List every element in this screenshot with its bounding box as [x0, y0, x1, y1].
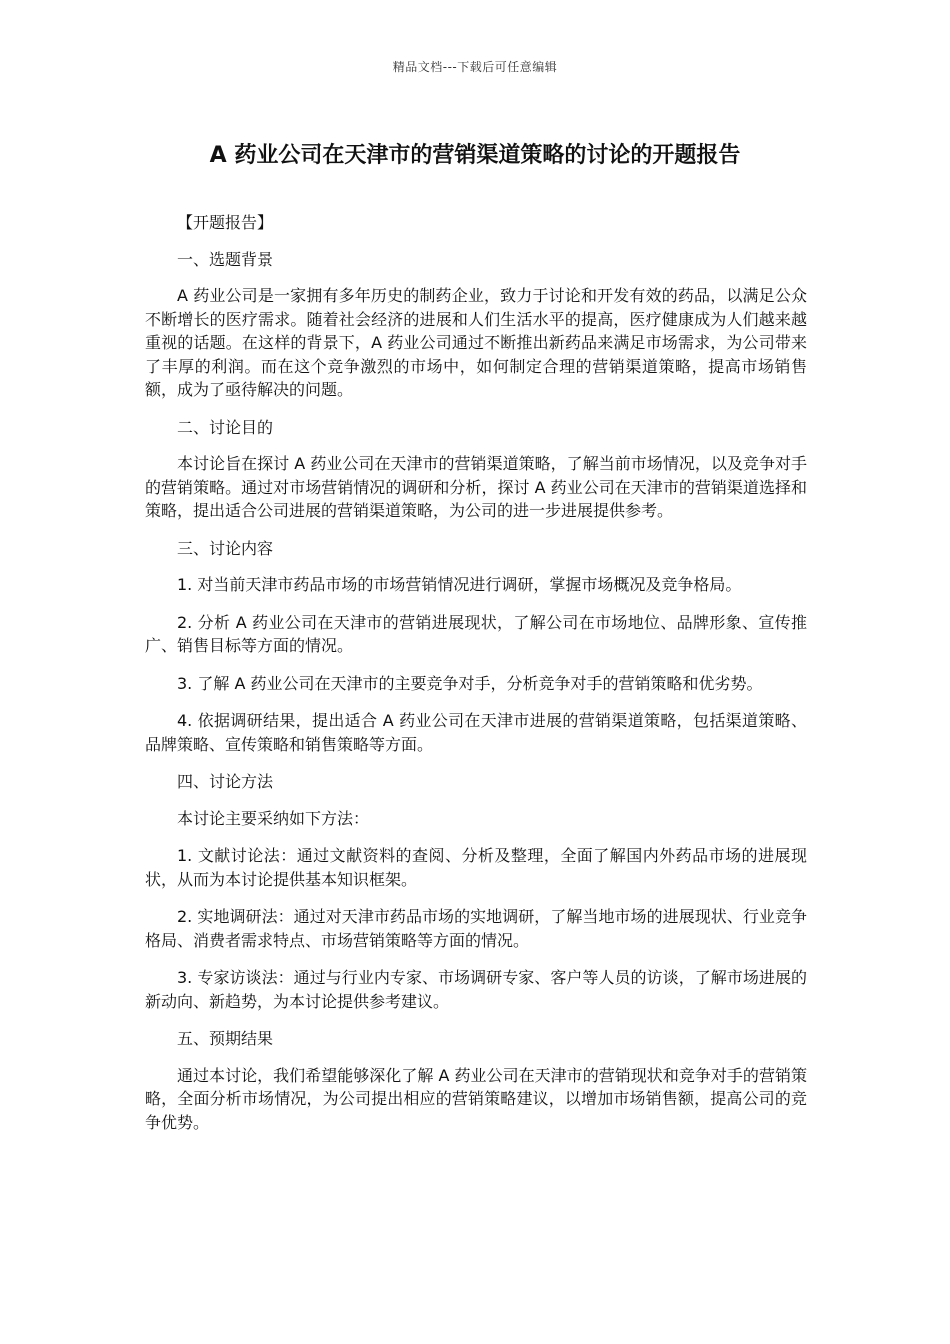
- content-item: 2. 分析 A 药业公司在天津市的营销进展现状，了解公司在市场地位、品牌形象、宣传推广、销售目标等方面的情况。: [145, 612, 807, 655]
- content-item: 4. 依据调研结果，提出适合 A 药业公司在天津市进展的营销渠道策略，包括渠道策略、品牌策略、宣传策略和销售策略等方面。: [145, 711, 807, 754]
- section-heading-method: 四、讨论方法: [177, 772, 274, 791]
- content-item: 3. 了解 A 药业公司在天津市的主要竞争对手，分析竞争对手的营销策略和优劣势。: [177, 673, 763, 693]
- paragraph-method-intro: 本讨论主要采纳如下方法：: [177, 808, 370, 828]
- section-heading-purpose: 二、讨论目的: [177, 417, 274, 437]
- document-title: A 药业公司在天津市的营销渠道策略的讨论的开题报告: [209, 143, 741, 168]
- paragraph-purpose: 本讨论旨在探讨 A 药业公司在天津市的营销渠道策略，了解当前市场情况，以及竞争对手的营销策略。通过对市场营销情况的调研和分析，探讨 A 药业公司在天津市的营销渠道选择和策略，提出适合公司进展的营销渠道策略，为公司的进一步进展提供参考。: [145, 454, 807, 520]
- section-heading-content: 三、讨论内容: [177, 538, 274, 558]
- document-body: [145, 211, 807, 1148]
- page-header: 精品文档---下载后可任意编辑: [392, 60, 558, 74]
- method-item: 1. 文献讨论法：通过文献资料的查阅、分析及整理，全面了解国内外药品市场的进展现状，从而为本讨论提供基本知识框架。: [145, 846, 807, 889]
- section-heading-results: 五、预期结果: [177, 1029, 274, 1048]
- paragraph-results: 通过本讨论，我们希望能够深化了解 A 药业公司在天津市的营销现状和竞争对手的营销策略，全面分析市场情况，为公司提出相应的营销策略建议，以增加市场销售额，提高公司的竞争优势。: [145, 1065, 807, 1132]
- method-item: 2. 实地调研法：通过对天津市药品市场的实地调研，了解当地市场的进展现状、行业竞争格局、消费者需求特点、市场营销策略等方面的情况。: [145, 907, 807, 950]
- content-item: 1. 对当前天津市药品市场的市场营销情况进行调研，掌握市场概况及竞争格局。: [177, 575, 742, 594]
- method-item: 3. 专家访谈法：通过与行业内专家、市场调研专家、客户等人员的访谈，了解市场进展的新动向、新趋势，为本讨论提供参考建议。: [145, 968, 807, 1011]
- paragraph-background: A 药业公司是一家拥有多年历史的制药企业，致力于讨论和开发有效的药品，以满足公众不断增长的医疗需求。随着社会经济的进展和人们生活水平的提高，医疗健康成为人们越来越重视的话题。在这样的背景下，A 药业公司通过不断推出新药品来满足市场需求，为公司带来了丰厚的利润。而在这个竞争激烈的市场中，如何制定合理的营销渠道策略，提高市场销售额，成为了亟待解决的问题。: [145, 286, 807, 399]
- section-heading-background: 一、选题背景: [177, 249, 274, 269]
- report-label: 【开题报告】: [177, 213, 274, 232]
